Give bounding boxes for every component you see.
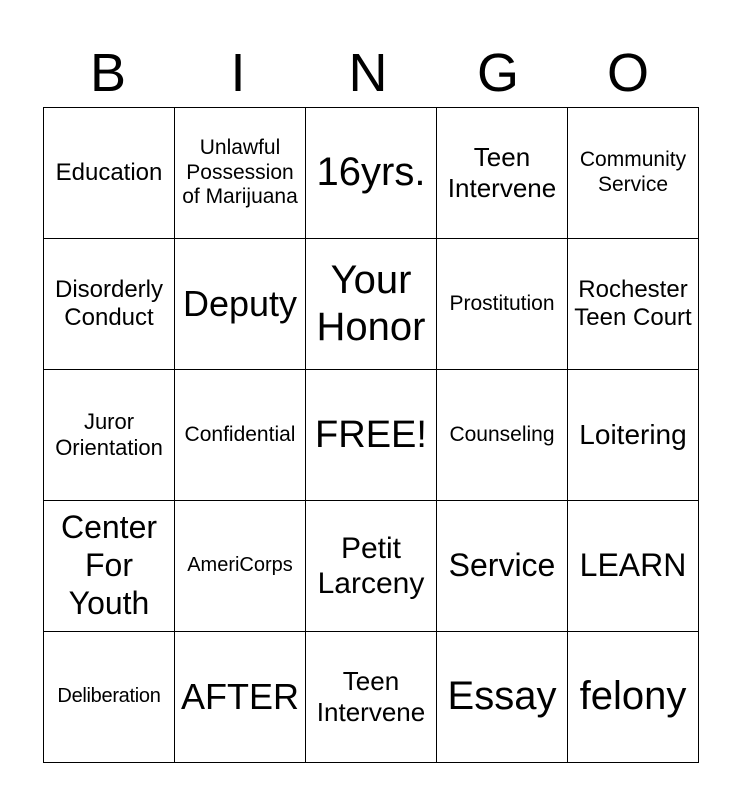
board-row — [44, 632, 699, 763]
free-space-label: FREE! — [315, 413, 427, 456]
bingo-cell[interactable] — [306, 239, 437, 370]
board-row — [44, 501, 699, 632]
cell-label: Rochester Teen Court — [574, 275, 692, 331]
cell-label: Education — [55, 158, 163, 186]
bingo-cell[interactable] — [44, 370, 175, 501]
bingo-cell[interactable] — [175, 632, 306, 763]
bingo-cell[interactable] — [568, 239, 699, 370]
cell-label: Deputy — [182, 282, 298, 324]
bingo-cell[interactable] — [437, 501, 568, 632]
board-row — [44, 108, 699, 239]
bingo-cell[interactable] — [568, 370, 699, 501]
bingo-cell[interactable] — [175, 501, 306, 632]
cell-label: LEARN — [579, 547, 687, 584]
cell-label: Community Service — [579, 148, 687, 196]
cell-label: AmeriCorps — [187, 554, 293, 577]
bingo-cell[interactable] — [437, 239, 568, 370]
header-letter-g: G — [476, 43, 519, 103]
cell-label: Unlawful Possession of Marijuana — [182, 135, 298, 209]
bingo-cell[interactable] — [568, 501, 699, 632]
cell-label: 16yrs. — [316, 150, 426, 195]
free-space-cell[interactable] — [306, 370, 437, 501]
cell-label: Disorderly Conduct — [54, 275, 164, 331]
bingo-cell[interactable] — [175, 239, 306, 370]
cell-label: Teen Intervene — [316, 666, 426, 727]
bingo-cell[interactable] — [568, 108, 699, 239]
cell-label: Your Honor — [316, 257, 426, 349]
bingo-board — [43, 107, 699, 763]
cell-label: Counseling — [449, 422, 555, 446]
bingo-cell[interactable] — [306, 108, 437, 239]
cell-label: Loitering — [579, 419, 687, 451]
bingo-cell[interactable] — [437, 632, 568, 763]
cell-label: Deliberation — [57, 685, 161, 708]
cell-label: felony — [579, 674, 687, 719]
cell-label: Service — [448, 547, 556, 584]
board-row — [44, 239, 699, 370]
cell-label: AFTER — [180, 675, 299, 717]
header-letter-n: N — [348, 43, 388, 103]
cell-label: Teen Intervene — [447, 142, 557, 203]
bingo-cell[interactable] — [175, 108, 306, 239]
bingo-cell[interactable] — [175, 370, 306, 501]
bingo-cell[interactable] — [44, 108, 175, 239]
bingo-cell[interactable] — [306, 501, 437, 632]
cell-label: Prostitution — [449, 291, 555, 315]
bingo-cell[interactable] — [437, 108, 568, 239]
bingo-cell[interactable] — [44, 501, 175, 632]
bingo-cell[interactable] — [437, 370, 568, 501]
cell-label: Center For Youth — [60, 509, 158, 621]
header-letter-o: O — [606, 43, 649, 103]
bingo-cell[interactable] — [568, 632, 699, 763]
cell-label: Confidential — [184, 422, 296, 446]
cell-label: Juror Orientation — [55, 409, 163, 460]
header-letter-i: I — [230, 43, 246, 103]
cell-label: Essay — [447, 674, 557, 719]
bingo-cell[interactable] — [306, 632, 437, 763]
header-letter-b: B — [89, 43, 127, 103]
bingo-cell[interactable] — [44, 239, 175, 370]
cell-label: Petit Larceny — [317, 531, 425, 600]
bingo-cell[interactable] — [44, 632, 175, 763]
board-row — [44, 370, 699, 501]
bingo-header — [43, 40, 693, 106]
